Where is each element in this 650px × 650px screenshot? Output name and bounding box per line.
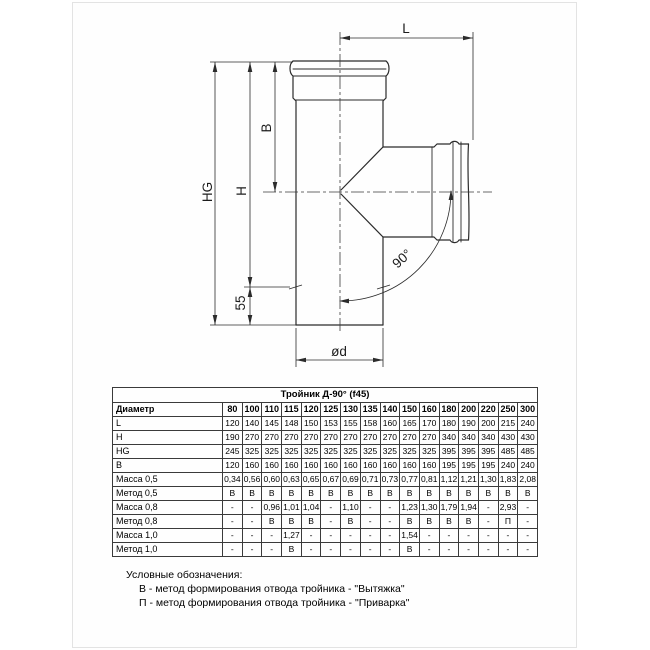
cell: 270 xyxy=(282,431,302,445)
cell: - xyxy=(223,515,243,529)
row-label: Масса 0,8 xyxy=(113,501,223,515)
cell: 395 xyxy=(439,445,459,459)
cell: В xyxy=(478,487,498,501)
dim-label-b: B xyxy=(259,123,274,133)
cell: 145 xyxy=(262,417,282,431)
cell: В xyxy=(321,487,341,501)
cell: 270 xyxy=(360,431,380,445)
row-label: Метод 0,8 xyxy=(113,515,223,529)
cell: 340 xyxy=(439,431,459,445)
cell: В xyxy=(341,515,361,529)
cell: - xyxy=(518,543,538,557)
cell: В xyxy=(380,487,400,501)
dim-label-hg: HG xyxy=(200,181,215,203)
row-label: Метод 0,5 xyxy=(113,487,223,501)
cell: 160 xyxy=(360,459,380,473)
cell: 195 xyxy=(478,459,498,473)
column-header: 100 xyxy=(242,403,262,417)
corner-header: Диаметр xyxy=(113,403,223,417)
cell: В xyxy=(360,487,380,501)
cell: 240 xyxy=(518,417,538,431)
cell: - xyxy=(459,529,479,543)
column-header: 150 xyxy=(400,403,420,417)
cell: В xyxy=(459,515,479,529)
cell: 270 xyxy=(380,431,400,445)
cell: - xyxy=(321,515,341,529)
table-title-row xyxy=(113,388,538,403)
cell: П xyxy=(498,515,518,529)
cell: - xyxy=(360,501,380,515)
cell: - xyxy=(301,529,321,543)
cell: 325 xyxy=(400,445,420,459)
cell: 148 xyxy=(282,417,302,431)
cell: В xyxy=(223,487,243,501)
cell: - xyxy=(262,529,282,543)
cell: В xyxy=(262,515,282,529)
column-header: 120 xyxy=(301,403,321,417)
cell: - xyxy=(223,543,243,557)
cell: - xyxy=(380,515,400,529)
cell: - xyxy=(518,501,538,515)
cell: В xyxy=(518,487,538,501)
cell: 0,60 xyxy=(262,473,282,487)
column-header: 110 xyxy=(262,403,282,417)
cell: 160 xyxy=(301,459,321,473)
cell: В xyxy=(301,487,321,501)
table-row xyxy=(113,417,538,431)
column-header: 220 xyxy=(478,403,498,417)
cell: - xyxy=(341,543,361,557)
cell: 395 xyxy=(459,445,479,459)
cell: - xyxy=(223,501,243,515)
cell: 0,77 xyxy=(400,473,420,487)
cell: - xyxy=(321,501,341,515)
table-row xyxy=(113,501,538,515)
cell: 270 xyxy=(262,431,282,445)
cell: 325 xyxy=(282,445,302,459)
row-label: Метод 1,0 xyxy=(113,543,223,557)
dim-label-l: L xyxy=(402,21,410,36)
cell: 270 xyxy=(341,431,361,445)
column-header: 130 xyxy=(341,403,361,417)
cell: 0,71 xyxy=(360,473,380,487)
cell: 270 xyxy=(242,431,262,445)
legend-item: П - метод формирования отвода тройника - "Приварка" xyxy=(139,597,410,609)
cell: 120 xyxy=(223,459,243,473)
cell: - xyxy=(360,529,380,543)
cell: 160 xyxy=(419,459,439,473)
cell: В xyxy=(242,487,262,501)
cell: 0,67 xyxy=(321,473,341,487)
cell: 1,54 xyxy=(400,529,420,543)
cell: 430 xyxy=(518,431,538,445)
table-title: Тройник Д-90° (f45) xyxy=(113,388,538,403)
cell: В xyxy=(262,487,282,501)
column-header: 160 xyxy=(419,403,439,417)
row-label: Масса 0,5 xyxy=(113,473,223,487)
cell: 430 xyxy=(498,431,518,445)
table-row xyxy=(113,445,538,459)
cell: В xyxy=(301,515,321,529)
cell: 160 xyxy=(380,417,400,431)
dim-label-h: H xyxy=(234,186,249,196)
cell: - xyxy=(242,543,262,557)
row-label: HG xyxy=(113,445,223,459)
cell: 325 xyxy=(380,445,400,459)
cell: - xyxy=(223,529,243,543)
table-row xyxy=(113,473,538,487)
cell: 190 xyxy=(459,417,479,431)
cell: 150 xyxy=(301,417,321,431)
cell: В xyxy=(341,487,361,501)
cell: 1,30 xyxy=(419,501,439,515)
dim-label-55: 55 xyxy=(233,295,248,311)
cell: - xyxy=(478,515,498,529)
cell: - xyxy=(360,543,380,557)
cell: 1,04 xyxy=(301,501,321,515)
cell: - xyxy=(439,543,459,557)
cell: 160 xyxy=(321,459,341,473)
cell: - xyxy=(518,515,538,529)
cell: 1,12 xyxy=(439,473,459,487)
cell: 0,63 xyxy=(282,473,302,487)
table-row xyxy=(113,459,538,473)
cell: 1,10 xyxy=(341,501,361,515)
cell: 195 xyxy=(459,459,479,473)
cell: 140 xyxy=(242,417,262,431)
column-header: 250 xyxy=(498,403,518,417)
cell: В xyxy=(400,487,420,501)
cell: 195 xyxy=(439,459,459,473)
cell: 245 xyxy=(223,445,243,459)
cell: 0,65 xyxy=(301,473,321,487)
cell: - xyxy=(459,543,479,557)
cell: 1,94 xyxy=(459,501,479,515)
cell: 0,81 xyxy=(419,473,439,487)
cell: В xyxy=(439,515,459,529)
cell: В xyxy=(400,543,420,557)
cell: - xyxy=(380,501,400,515)
cell: 2,08 xyxy=(518,473,538,487)
cell: 1,30 xyxy=(478,473,498,487)
cell: - xyxy=(301,543,321,557)
cell: 190 xyxy=(223,431,243,445)
table-row xyxy=(113,543,538,557)
cell: 270 xyxy=(419,431,439,445)
cell: 1,21 xyxy=(459,473,479,487)
cell: 325 xyxy=(242,445,262,459)
cell: - xyxy=(321,529,341,543)
cell: 158 xyxy=(360,417,380,431)
cell: 160 xyxy=(262,459,282,473)
dim-label-diameter: ød xyxy=(331,344,347,359)
cell: 1,01 xyxy=(282,501,302,515)
cell: 1,83 xyxy=(498,473,518,487)
cell: 1,23 xyxy=(400,501,420,515)
cell: 395 xyxy=(478,445,498,459)
cell: 485 xyxy=(518,445,538,459)
cell: 325 xyxy=(262,445,282,459)
row-label: H xyxy=(113,431,223,445)
cell: В xyxy=(459,487,479,501)
cell: - xyxy=(360,515,380,529)
column-header: 140 xyxy=(380,403,400,417)
cell: 215 xyxy=(498,417,518,431)
column-header: 200 xyxy=(459,403,479,417)
cell: 325 xyxy=(301,445,321,459)
cell: 0,56 xyxy=(242,473,262,487)
cell: - xyxy=(380,543,400,557)
cell: 0,73 xyxy=(380,473,400,487)
table-row xyxy=(113,515,538,529)
dim-label-angle: 90° xyxy=(389,246,415,272)
cell: 1,79 xyxy=(439,501,459,515)
cell: - xyxy=(321,543,341,557)
cell: 165 xyxy=(400,417,420,431)
cell: В xyxy=(419,515,439,529)
row-label: B xyxy=(113,459,223,473)
cell: 160 xyxy=(400,459,420,473)
cell: В xyxy=(419,487,439,501)
cell: В xyxy=(498,487,518,501)
cell: 160 xyxy=(380,459,400,473)
cell: - xyxy=(439,529,459,543)
cell: В xyxy=(400,515,420,529)
cell: - xyxy=(419,529,439,543)
cell: - xyxy=(242,529,262,543)
cell: 180 xyxy=(439,417,459,431)
table-row xyxy=(113,431,538,445)
cell: - xyxy=(380,529,400,543)
cell: 325 xyxy=(321,445,341,459)
cell: - xyxy=(478,543,498,557)
legend-title: Условные обозначения: xyxy=(126,569,243,581)
cell: В xyxy=(282,515,302,529)
cell: 160 xyxy=(341,459,361,473)
cell: 325 xyxy=(360,445,380,459)
cell: - xyxy=(262,543,282,557)
dimension-arrows xyxy=(213,36,473,363)
cell: В xyxy=(282,487,302,501)
cell: - xyxy=(478,529,498,543)
cell: 270 xyxy=(321,431,341,445)
row-label: Масса 1,0 xyxy=(113,529,223,543)
cell: 240 xyxy=(518,459,538,473)
cell: 340 xyxy=(459,431,479,445)
cell: 0,96 xyxy=(262,501,282,515)
cell: 2,93 xyxy=(498,501,518,515)
cell: 485 xyxy=(498,445,518,459)
legend xyxy=(126,568,409,610)
cell: 270 xyxy=(301,431,321,445)
cell: 270 xyxy=(400,431,420,445)
cell: 153 xyxy=(321,417,341,431)
cell: 120 xyxy=(223,417,243,431)
cell: 0,69 xyxy=(341,473,361,487)
angle-arc xyxy=(341,191,451,301)
column-header: 300 xyxy=(518,403,538,417)
cell: 170 xyxy=(419,417,439,431)
table-row xyxy=(113,529,538,543)
cell: 200 xyxy=(478,417,498,431)
cell: - xyxy=(341,529,361,543)
row-label: L xyxy=(113,417,223,431)
spec-table xyxy=(112,387,538,557)
cell: 325 xyxy=(419,445,439,459)
cell: 0,34 xyxy=(223,473,243,487)
table-header-row xyxy=(113,403,538,417)
cell: 1,27 xyxy=(282,529,302,543)
column-header: 80 xyxy=(223,403,243,417)
cell: - xyxy=(242,501,262,515)
cell: - xyxy=(478,501,498,515)
cell: 240 xyxy=(498,459,518,473)
column-header: 115 xyxy=(282,403,302,417)
cell: - xyxy=(419,543,439,557)
cell: В xyxy=(439,487,459,501)
cell: 340 xyxy=(478,431,498,445)
cell: - xyxy=(498,529,518,543)
column-header: 180 xyxy=(439,403,459,417)
cell: В xyxy=(282,543,302,557)
cell: 160 xyxy=(282,459,302,473)
column-header: 125 xyxy=(321,403,341,417)
cell: - xyxy=(498,543,518,557)
cell: - xyxy=(518,529,538,543)
table-row xyxy=(113,487,538,501)
cell: 160 xyxy=(242,459,262,473)
cell: - xyxy=(242,515,262,529)
cell: 325 xyxy=(341,445,361,459)
cell: 155 xyxy=(341,417,361,431)
column-header: 135 xyxy=(360,403,380,417)
legend-item: В - метод формирования отвода тройника - "Вытяжка" xyxy=(139,583,405,595)
